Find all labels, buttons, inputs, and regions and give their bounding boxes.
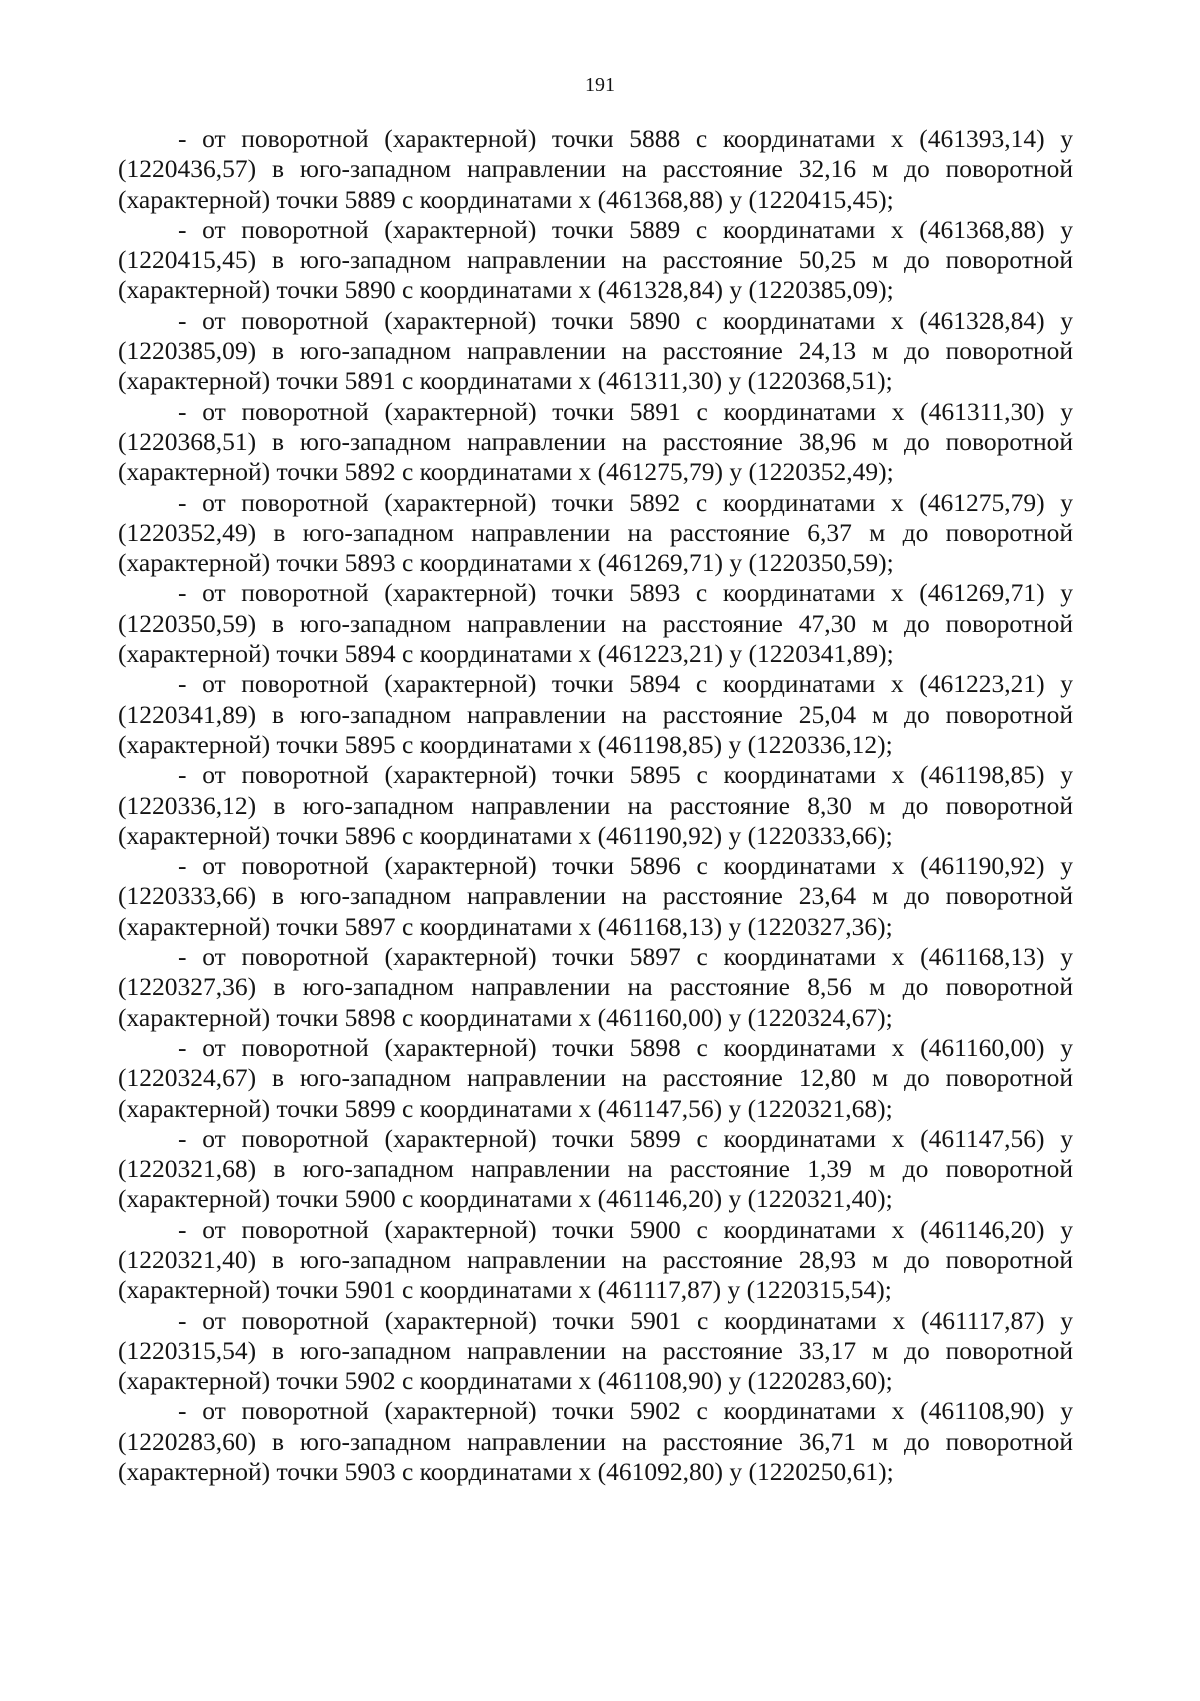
boundary-point-paragraph: - от поворотной (характерной) точки 5899 с координатами x (461147,56) y (1220321,68) в юго-западном направлении на расстояние 1,39 м до поворотной (характерной) точки 5900 с координатами x (461146,20) y (1220321,40); [118, 1123, 1073, 1214]
boundary-point-paragraph: - от поворотной (характерной) точки 5888 с координатами x (461393,14) y (1220436,57) в юго-западном направлении на расстояние 32,16 м до поворотной (характерной) точки 5889 с координатами x (461368,88) y (1220415,45); [118, 124, 1073, 214]
boundary-point-paragraph: - от поворотной (характерной) точки 5890 с координатами x (461328,84) y (1220385,09) в юго-западном направлении на расстояние 24,13 м до поворотной (характерной) точки 5891 с координатами x (461311,30) y (1220368,51); [118, 305, 1073, 396]
boundary-point-paragraph: - от поворотной (характерной) точки 5889 с координатами x (461368,88) y (1220415,45) в юго-западном направлении на расстояние 50,25 м до поворотной (характерной) точки 5890 с координатами x (461328,84) y (1220385,09); [118, 214, 1073, 305]
boundary-point-paragraph: - от поворотной (характерной) точки 5897 с координатами x (461168,13) y (1220327,36) в юго-западном направлении на расстояние 8,56 м до поворотной (характерной) точки 5898 с координатами x (461160,00) y (1220324,67); [118, 942, 1073, 1032]
boundary-point-paragraph: - от поворотной (характерной) точки 5893 с координатами x (461269,71) y (1220350,59) в юго-западном направлении на расстояние 47,30 м до поворотной (характерной) точки 5894 с координатами x (461223,21) y (1220341,89); [118, 578, 1073, 669]
boundary-point-paragraph: - от поворотной (характерной) точки 5901 с координатами x (461117,87) y (1220315,54) в юго-западном направлении на расстояние 33,17 м до поворотной (характерной) точки 5902 с координатами x (461108,90) y (1220283,60); [118, 1305, 1073, 1396]
boundary-point-paragraph: - от поворотной (характерной) точки 5894 с координатами x (461223,21) y (1220341,89) в юго-западном направлении на расстояние 25,04 м до поворотной (характерной) точки 5895 с координатами x (461198,85) y (1220336,12); [118, 669, 1073, 759]
boundary-point-paragraph: - от поворотной (характерной) точки 5895 с координатами x (461198,85) y (1220336,12) в юго-западном направлении на расстояние 8,30 м до поворотной (характерной) точки 5896 с координатами x (461190,92) y (1220333,66); [118, 760, 1073, 850]
boundary-point-paragraph: - от поворотной (характерной) точки 5900 с координатами x (461146,20) y (1220321,40) в юго-западном направлении на расстояние 28,93 м до поворотной (характерной) точки 5901 с координатами x (461117,87) y (1220315,54); [118, 1214, 1073, 1305]
boundary-point-paragraph: - от поворотной (характерной) точки 5892 с координатами x (461275,79) y (1220352,49) в юго-западном направлении на расстояние 6,37 м до поворотной (характерной) точки 5893 с координатами x (461269,71) y (1220350,59); [118, 487, 1073, 578]
page-number: 191 [585, 74, 615, 96]
boundary-point-paragraph: - от поворотной (характерной) точки 5896 с координатами x (461190,92) y (1220333,66) в юго-западном направлении на расстояние 23,64 м до поворотной (характерной) точки 5897 с координатами x (461168,13) y (1220327,36); [118, 851, 1073, 941]
document-body [118, 124, 1073, 1487]
boundary-point-paragraph: - от поворотной (характерной) точки 5891 с координатами x (461311,30) y (1220368,51) в юго-западном направлении на расстояние 38,96 м до поворотной (характерной) точки 5892 с координатами x (461275,79) y (1220352,49); [118, 396, 1073, 487]
boundary-point-paragraph: - от поворотной (характерной) точки 5902 с координатами x (461108,90) y (1220283,60) в юго-западном направлении на расстояние 36,71 м до поворотной (характерной) точки 5903 с координатами x (461092,80) y (1220250,61); [118, 1396, 1073, 1487]
boundary-point-paragraph: - от поворотной (характерной) точки 5898 с координатами x (461160,00) y (1220324,67) в юго-западном направлении на расстояние 12,80 м до поворотной (характерной) точки 5899 с координатами x (461147,56) y (1220321,68); [118, 1032, 1073, 1123]
